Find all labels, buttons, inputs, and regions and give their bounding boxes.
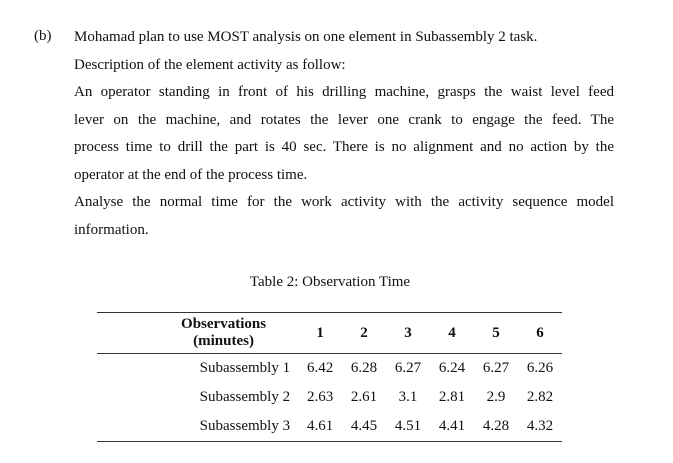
table-cell: 4.45	[350, 418, 378, 434]
table-caption: Table 2: Observation Time	[249, 274, 411, 290]
question-line: information.	[74, 221, 149, 238]
table-cell: 4.51	[394, 418, 422, 434]
question-line: process time to drill the part is 40 sec. There is no alignment and no action by the	[74, 139, 614, 155]
table-row	[97, 412, 562, 441]
question-line: Analyse the normal time for the work activity with the activity sequence model	[74, 194, 614, 210]
table-cell: 2.63	[306, 389, 334, 405]
row-label: Subassembly 3	[199, 418, 291, 434]
question-line: lever on the machine, and rotates the lever one crank to engage the feed. The	[74, 111, 614, 128]
table-cell: 6.27	[394, 360, 422, 376]
table-cell: 6.28	[350, 360, 378, 376]
observations-header	[97, 313, 298, 354]
table-cell: 4.32	[526, 418, 554, 434]
table-cell: 6.42	[306, 360, 334, 376]
table-cell: 6.26	[526, 360, 554, 376]
question-line: An operator standing in front of his drilling machine, grasps the waist level feed	[74, 84, 614, 100]
question-label: (b)	[34, 28, 52, 44]
column-header: 3	[404, 324, 412, 341]
column-header: 2	[360, 324, 368, 341]
question-line: Description of the element activity as follow:	[74, 56, 346, 73]
column-header: 1	[316, 324, 324, 341]
table-cell: 3.1	[398, 389, 418, 405]
row-label: Subassembly 2	[199, 389, 291, 405]
column-header: 4	[448, 324, 456, 341]
row-label: Subassembly 1	[199, 360, 291, 376]
table-bottom-rule	[97, 441, 562, 442]
table-cell: 2.81	[438, 389, 466, 405]
observations-header-line1: Observations	[181, 316, 267, 332]
question-line: operator at the end of the process time.	[74, 166, 308, 183]
table-cell: 4.61	[306, 418, 334, 434]
table-cell: 2.61	[350, 389, 378, 405]
table-cell: 4.28	[482, 418, 510, 434]
table-cell: 2.82	[526, 389, 554, 405]
table-row	[97, 383, 562, 412]
table-cell: 4.41	[438, 418, 466, 434]
question-line: Mohamad plan to use MOST analysis on one element in Subassembly 2 task.	[74, 29, 538, 45]
question-text	[74, 24, 614, 244]
column-header: 6	[536, 324, 544, 341]
table-header-row	[97, 313, 562, 354]
table-cell: 2.9	[486, 389, 506, 405]
table-cell: 6.27	[482, 360, 510, 376]
observation-table	[97, 312, 562, 442]
table-row	[97, 354, 562, 384]
table-cell: 6.24	[438, 360, 466, 376]
observations-header-line2: (minutes)	[193, 333, 254, 349]
column-header: 5	[492, 324, 500, 341]
